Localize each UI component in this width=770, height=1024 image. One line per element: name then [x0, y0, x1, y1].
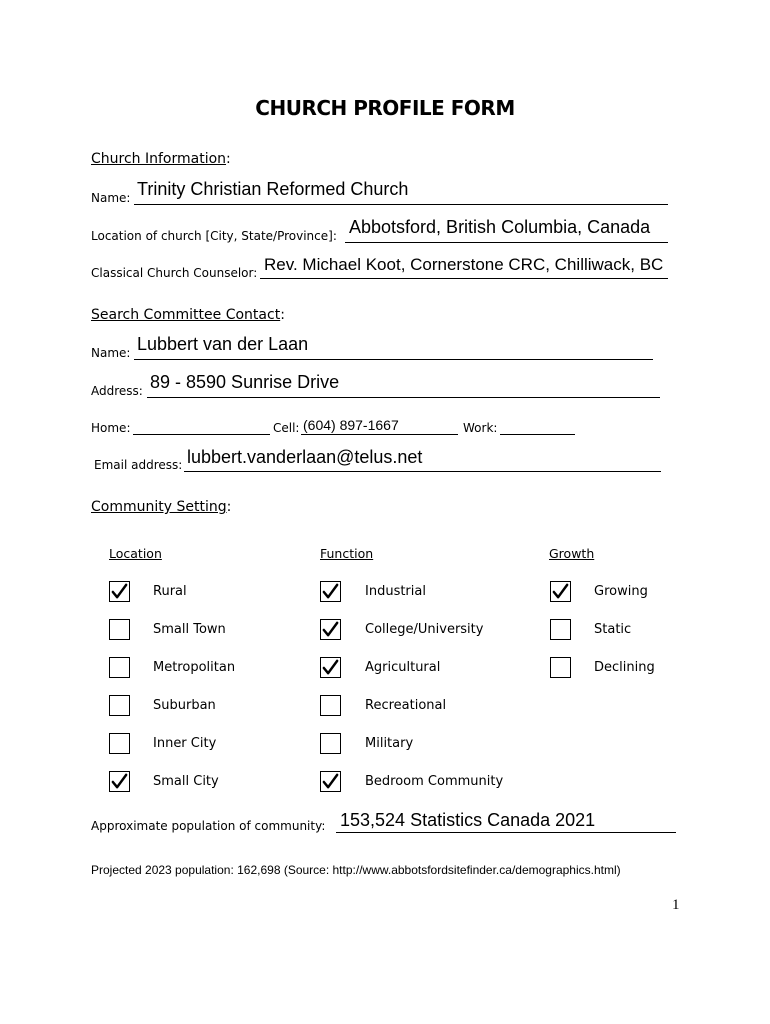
checkbox-growth-growing[interactable]	[550, 581, 571, 602]
heading-colon: :	[226, 499, 232, 515]
church-location-line	[345, 242, 668, 243]
population-line	[336, 832, 676, 833]
checkmark-icon	[110, 772, 129, 791]
counselor-field[interactable]: Rev. Michael Koot, Cornerstone CRC, Chilliwack, BC	[264, 255, 664, 274]
address-field[interactable]: 89 - 8590 Sunrise Drive	[150, 372, 340, 392]
option-label-agricultural: Agricultural	[365, 660, 441, 675]
community-heading-wrap	[91, 498, 231, 516]
home-phone-label: Home:	[91, 421, 131, 435]
checkmark-icon	[551, 582, 570, 601]
option-label-rural: Rural	[153, 584, 187, 599]
option-label-small-town: Small Town	[153, 622, 226, 637]
option-label-industrial: Industrial	[365, 584, 426, 599]
contact-heading-wrap	[91, 306, 285, 324]
option-label-growing: Growing	[594, 584, 648, 599]
church-info-heading-wrap	[91, 150, 231, 168]
checkbox-function-college-university[interactable]	[320, 619, 341, 640]
checkbox-location-inner-city[interactable]	[109, 733, 130, 754]
contact-name-field[interactable]: Lubbert van der Laan	[137, 334, 309, 354]
address-line	[147, 397, 660, 398]
checkbox-growth-static[interactable]	[550, 619, 571, 640]
home-phone-line	[133, 434, 270, 435]
page-number: 1	[672, 897, 680, 913]
checkbox-location-rural[interactable]	[109, 581, 130, 602]
heading-colon: :	[226, 151, 231, 167]
work-phone-label: Work:	[463, 421, 498, 435]
cell-phone-line	[301, 434, 458, 435]
church-name-field[interactable]: Trinity Christian Reformed Church	[137, 179, 409, 199]
church-name-label: Name:	[91, 191, 131, 205]
contact-name-label: Name:	[91, 346, 131, 360]
church-info-heading: Church Information	[91, 151, 227, 167]
checkbox-location-suburban[interactable]	[109, 695, 130, 716]
checkmark-icon	[321, 620, 340, 639]
checkbox-growth-declining[interactable]	[550, 657, 571, 678]
option-label-suburban: Suburban	[153, 698, 216, 713]
church-name-line	[134, 204, 668, 205]
checkbox-function-military[interactable]	[320, 733, 341, 754]
population-label: Approximate population of community:	[91, 819, 326, 833]
work-phone-line	[500, 434, 575, 435]
form-title: CHURCH PROFILE FORM	[255, 96, 515, 120]
growth-column-heading: Growth	[549, 546, 595, 561]
option-label-declining: Declining	[594, 660, 655, 675]
projection-note: Projected 2023 population: 162,698 (Source: http://www.abbotsfordsitefinder.ca/demographics.html)	[91, 863, 621, 877]
checkbox-location-small-town[interactable]	[109, 619, 130, 640]
population-field[interactable]: 153,524 Statistics Canada 2021	[340, 810, 596, 830]
checkbox-function-recreational[interactable]	[320, 695, 341, 716]
option-label-bedroom-community: Bedroom Community	[365, 774, 504, 789]
option-label-inner-city: Inner City	[153, 736, 217, 751]
heading-colon: :	[280, 307, 285, 323]
church-location-field[interactable]: Abbotsford, British Columbia, Canada	[349, 217, 651, 237]
checkbox-location-metropolitan[interactable]	[109, 657, 130, 678]
cell-phone-label: Cell:	[273, 421, 300, 435]
checkmark-icon	[321, 658, 340, 677]
option-label-static: Static	[594, 622, 632, 637]
checkbox-function-industrial[interactable]	[320, 581, 341, 602]
cell-phone-field[interactable]: (604) 897-1667	[303, 417, 399, 433]
option-label-college-university: College/University	[365, 622, 484, 637]
church-location-label: Location of church [City, State/Province]:	[91, 229, 337, 243]
community-heading: Community Setting	[91, 499, 227, 515]
checkbox-location-small-city[interactable]	[109, 771, 130, 792]
checkmark-icon	[110, 582, 129, 601]
address-label: Address:	[91, 384, 143, 398]
checkmark-icon	[321, 772, 340, 791]
contact-name-line	[134, 359, 653, 360]
option-label-small-city: Small City	[153, 774, 219, 789]
counselor-label: Classical Church Counselor:	[91, 266, 258, 280]
checkbox-function-bedroom-community[interactable]	[320, 771, 341, 792]
counselor-line	[260, 278, 668, 279]
email-field[interactable]: lubbert.vanderlaan@telus.net	[187, 447, 423, 467]
email-label: Email address:	[94, 458, 183, 472]
email-line	[184, 471, 661, 472]
option-label-metropolitan: Metropolitan	[153, 660, 236, 675]
option-label-recreational: Recreational	[365, 698, 447, 713]
contact-heading: Search Committee Contact	[91, 307, 281, 323]
checkmark-icon	[321, 582, 340, 601]
checkbox-function-agricultural[interactable]	[320, 657, 341, 678]
location-column-heading: Location	[109, 546, 162, 561]
option-label-military: Military	[365, 736, 414, 751]
function-column-heading: Function	[320, 546, 374, 561]
